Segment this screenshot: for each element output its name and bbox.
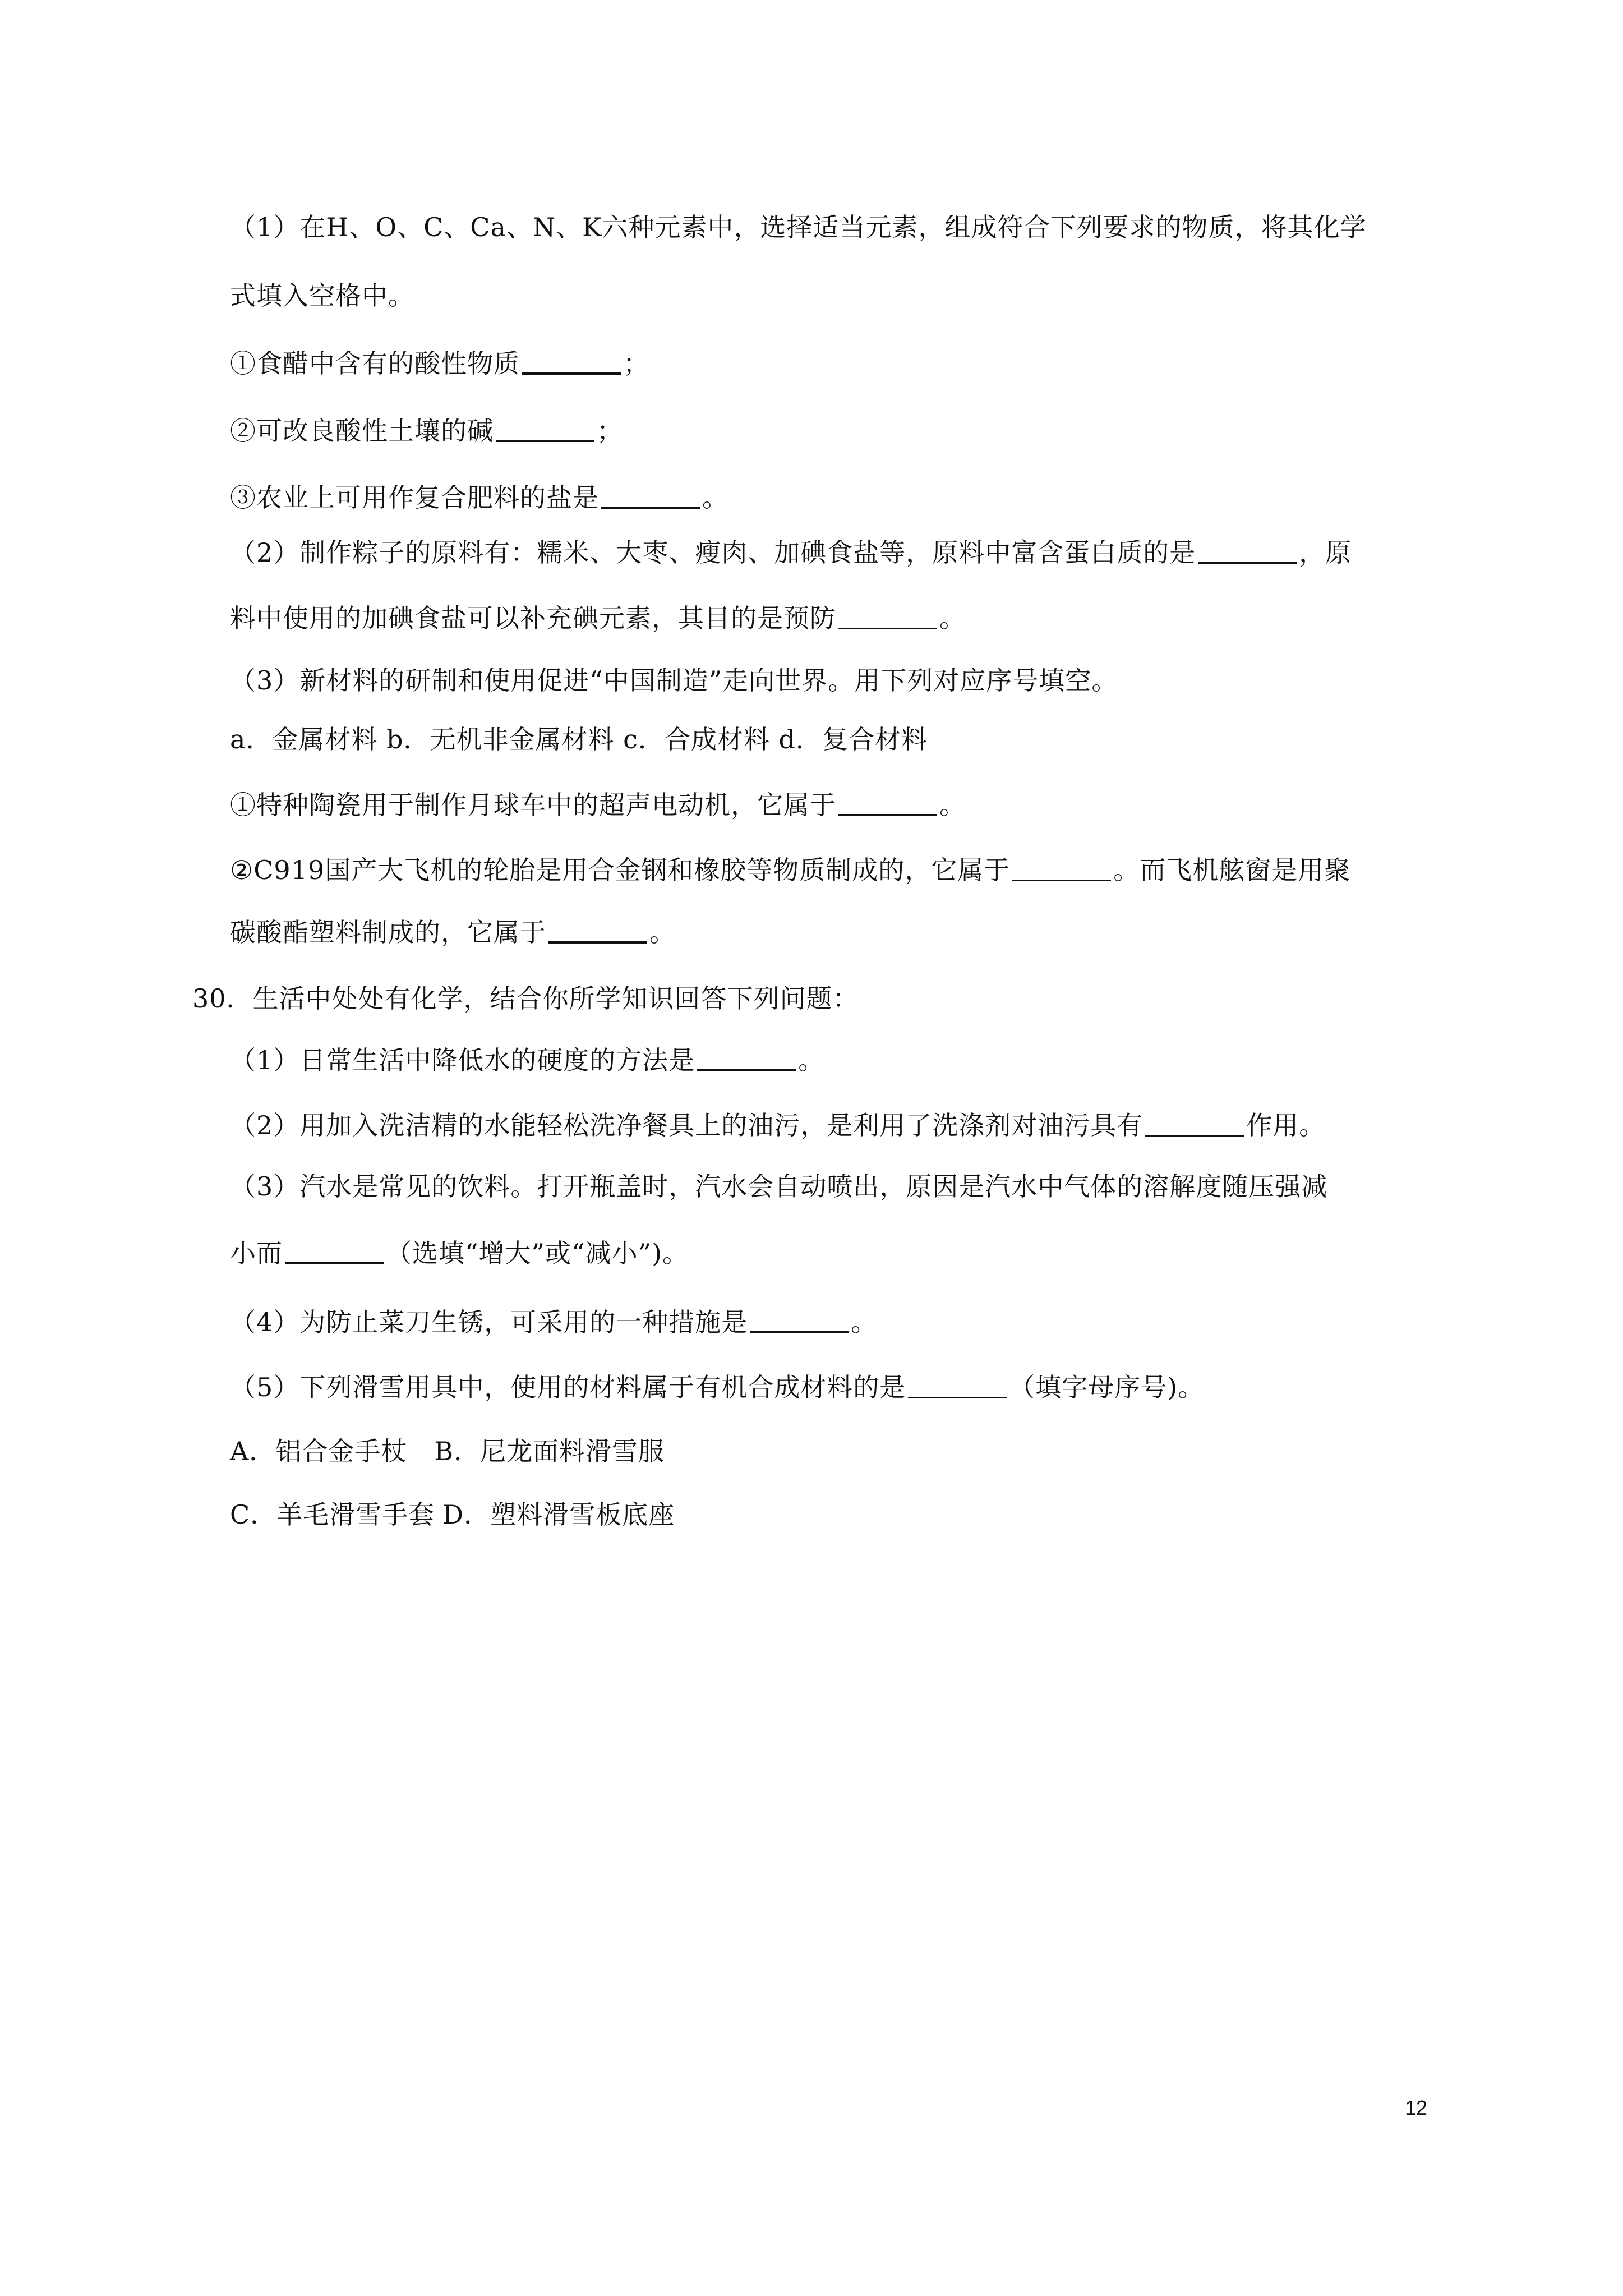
q29-part1-text-cont: 式填入空格中。 bbox=[230, 280, 414, 311]
q30-sub4-text: （4）为防止菜刀生锈，可采用的一种措施是 bbox=[230, 1307, 748, 1337]
q30-sub3-text: （3）汽水是常见的饮料。打开瓶盖时，汽水会自动喷出，原因是汽水中气体的溶解度随压强减 bbox=[230, 1171, 1328, 1202]
q29-part2-line1 bbox=[230, 536, 1352, 569]
q30-sub4 bbox=[230, 1305, 877, 1339]
q30-sub3-text-cont: 小而 bbox=[230, 1238, 283, 1268]
q30-sub1-text: （1）日常生活中降低水的硬度的方法是 bbox=[230, 1045, 695, 1075]
q29-item2-punct: ； bbox=[597, 416, 623, 446]
answer-blank[interactable] bbox=[1145, 1135, 1244, 1137]
answer-blank[interactable] bbox=[601, 507, 700, 509]
q29-part1-line1 bbox=[230, 210, 1367, 244]
q30-sub1-punct: 。 bbox=[798, 1045, 825, 1075]
q30-sub5-hint: （填字母序号)。 bbox=[1009, 1372, 1205, 1402]
answer-blank[interactable] bbox=[750, 1331, 849, 1333]
q29-part2-line2 bbox=[230, 601, 966, 635]
q29-item3-text: ③农业上可用作复合肥料的盐是 bbox=[230, 482, 599, 513]
q30-option-b: B．尼龙面料滑雪服 bbox=[434, 1436, 665, 1466]
q29-part3-text: （3）新材料的研制和使用促进“中国制造”走向世界。用下列对应序号填空。 bbox=[230, 665, 1118, 696]
answer-blank[interactable] bbox=[1198, 562, 1297, 564]
q30-sub3-hint: （选填“增大”或“减小”)。 bbox=[386, 1238, 689, 1268]
q29-part3-item2-text-cont: 碳酸酯塑料制成的，它属于 bbox=[230, 917, 546, 947]
answer-blank[interactable] bbox=[1012, 880, 1111, 881]
q29-item1-text: ①食醋中含有的酸性物质 bbox=[230, 348, 520, 379]
q29-item2 bbox=[230, 414, 623, 448]
page-number: 12 bbox=[1405, 2096, 1428, 2119]
q29-part3-item1-punct: 。 bbox=[939, 790, 966, 820]
q29-item2-text: ②可改良酸性土壤的碱 bbox=[230, 416, 494, 446]
q29-part3-item1 bbox=[230, 788, 966, 822]
answer-blank[interactable] bbox=[496, 440, 594, 442]
q29-part3-item2-punct: 。 bbox=[649, 917, 676, 947]
q29-part2-punct: 。 bbox=[939, 603, 966, 633]
q29-part3-options bbox=[230, 723, 928, 756]
q29-part3-item2-line2 bbox=[230, 915, 676, 949]
q29-part3-line1 bbox=[230, 664, 1118, 697]
q29-part3-item1-text: ①特种陶瓷用于制作月球车中的超声电动机，它属于 bbox=[230, 790, 836, 820]
q29-item3-punct: 。 bbox=[702, 482, 728, 513]
q30-sub3-line2 bbox=[230, 1236, 689, 1270]
q30-sub2-text-tail: 作用。 bbox=[1246, 1110, 1326, 1140]
q30-sub5 bbox=[230, 1370, 1204, 1404]
q29-part3-item2-text-tail: 。而飞机舷窗是用聚 bbox=[1113, 855, 1351, 885]
answer-blank[interactable] bbox=[838, 814, 937, 816]
q30-sub5-text: （5）下列滑雪用具中，使用的材料属于有机合成材料的是 bbox=[230, 1372, 906, 1402]
q29-part2-text-cont: 料中使用的加碘食盐可以补充碘元素，其目的是预防 bbox=[230, 603, 836, 633]
q30-options-row1 bbox=[230, 1434, 665, 1468]
q29-item1 bbox=[230, 347, 649, 380]
answer-blank[interactable] bbox=[697, 1069, 796, 1071]
q30-sub1 bbox=[230, 1043, 824, 1077]
q29-item1-punct: ； bbox=[623, 348, 649, 379]
q30-option-d: D．塑料滑雪板底座 bbox=[442, 1499, 675, 1530]
answer-blank[interactable] bbox=[548, 941, 647, 944]
q29-part2-text: （2）制作粽子的原料有：糯米、大枣、瘦肉、加碘食盐等，原料中富含蛋白质的是 bbox=[230, 537, 1196, 568]
answer-blank[interactable] bbox=[285, 1262, 384, 1264]
q29-part3-item2-line1 bbox=[230, 853, 1350, 887]
answer-blank[interactable] bbox=[838, 628, 937, 629]
q29-part3-item2-text: ②C919国产大飞机的轮胎是用合金钢和橡胶等物质制成的，它属于 bbox=[230, 855, 1011, 885]
q29-material-options: a．金属材料 b．无机非金属材料 c．合成材料 d．复合材料 bbox=[230, 724, 928, 754]
q30-option-c: C．羊毛滑雪手套 bbox=[230, 1499, 435, 1530]
q30-title bbox=[192, 982, 859, 1015]
answer-blank[interactable] bbox=[522, 372, 621, 375]
q30-sub4-punct: 。 bbox=[851, 1307, 878, 1337]
q29-part1-line2 bbox=[230, 279, 414, 312]
q30-options-row2 bbox=[230, 1498, 675, 1531]
q30-sub3-line1 bbox=[230, 1170, 1327, 1203]
q30-title-text: 30．生活中处处有化学，结合你所学知识回答下列问题： bbox=[192, 983, 859, 1014]
q30-sub2 bbox=[230, 1108, 1325, 1142]
q29-item3 bbox=[230, 481, 728, 514]
q30-sub2-text: （2）用加入洗洁精的水能轻松洗净餐具上的油污，是利用了洗涤剂对油污具有 bbox=[230, 1110, 1144, 1140]
q29-part2-text-tail: ，原 bbox=[1299, 537, 1352, 568]
q29-part1-text: （1）在H、O、C、Ca、N、K六种元素中，选择适当元素，组成符合下列要求的物质，将其化学 bbox=[230, 212, 1367, 242]
answer-blank[interactable] bbox=[908, 1397, 1007, 1398]
q30-option-a: A．铝合金手杖 bbox=[230, 1436, 408, 1466]
